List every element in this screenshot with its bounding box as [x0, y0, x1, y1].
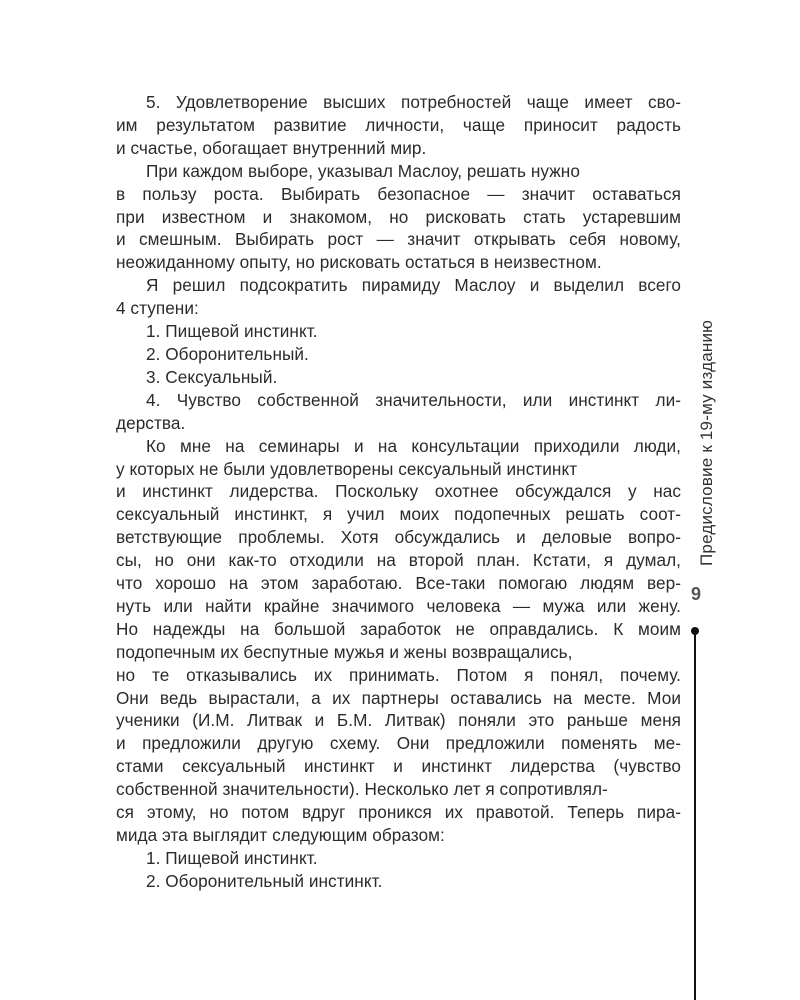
- body-line: сексуальный инстинкт, я учил моих подопечных решать соот-: [116, 504, 681, 525]
- body-line: собственной значительности). Несколько лет я сопротивлял-: [116, 779, 608, 800]
- body-line: мида эта выглядит следующим образом:: [116, 825, 445, 845]
- body-line: Но надежды на большой заработок не оправдались. К моим: [116, 618, 681, 639]
- list-item: 4. Чувство собственной значительности, или инстинкт ли-: [146, 389, 681, 410]
- body-line: но те отказывались их принимать. Потом я понял, почему.: [116, 664, 681, 685]
- body-line: 4 ступени:: [116, 298, 199, 319]
- running-title: Предисловие к 19-му изданию: [697, 319, 716, 566]
- body-line: и счастье, обогащает внутренний мир.: [116, 137, 427, 158]
- body-line: ветствующие проблемы. Хотя обсуждались и деловые вопро-: [116, 527, 681, 548]
- page-number: 9: [690, 584, 701, 604]
- list-item: 1. Пищевой инстинкт.: [146, 321, 318, 342]
- list-item: 3. Сексуальный.: [146, 366, 278, 387]
- body-line: нуть или найти крайне значимого человека — мужа или жену.: [116, 595, 681, 616]
- body-line: и предложили другую схему. Они предложили поменять ме-: [116, 733, 681, 754]
- body-line: и инстинкт лидерства. Поскольку охотнее обсуждался у нас: [116, 481, 681, 502]
- body-line: Они ведь вырастали, а их партнеры оставались на месте. Мои: [116, 687, 681, 708]
- body-line: ученики (И.М. Литвак и Б.М. Литвак) поняли это раньше меня: [116, 710, 681, 731]
- body-line: и смешным. Выбирать рост — значит открывать себя новому,: [116, 229, 681, 250]
- body-line: Ко мне на семинары и на консультации приходили люди,: [146, 435, 681, 456]
- body-line: им результатом развитие личности, чаще приносит радость: [116, 114, 681, 135]
- list-item: 2. Оборонительный инстинкт.: [146, 870, 383, 891]
- body-line: Я решил подсократить пирамиду Маслоу и выделил всего: [146, 275, 681, 296]
- body-line: что хорошо на этом заработаю. Все-таки помогаю людям вер-: [116, 573, 681, 594]
- list-item: 1. Пищевой инстинкт.: [146, 847, 318, 868]
- list-item: дерства.: [116, 412, 186, 433]
- body-line: у которых не были удовлетворены сексуальный инстинкт: [116, 458, 578, 479]
- body-line: стами сексуальный инстинкт и инстинкт лидерства (чувство: [116, 756, 681, 777]
- body-line: при известном и знакомом, но рисковать стать устаревшим: [116, 206, 681, 227]
- body-line: При каждом выборе, указывал Маслоу, решать нужно: [146, 160, 580, 181]
- body-line: неожиданному опыту, но рисковать остаться в неизвестном.: [116, 252, 602, 273]
- body-line: сы, но они как-то отходили на второй план. Кстати, я думал,: [116, 550, 681, 571]
- list-item: 2. Оборонительный.: [146, 343, 309, 364]
- margin-rule-line: [694, 631, 696, 1000]
- body-line: подопечным их беспутные мужья и жены возвращались,: [116, 641, 573, 662]
- body-line: в пользу роста. Выбирать безопасное — значит оставаться: [116, 183, 681, 204]
- body-line: ся этому, но потом вдруг проникся их правотой. Теперь пира-: [116, 802, 681, 823]
- body-line: 5. Удовлетворение высших потребностей чаще имеет сво-: [146, 92, 681, 112]
- body-text: [116, 91, 681, 893]
